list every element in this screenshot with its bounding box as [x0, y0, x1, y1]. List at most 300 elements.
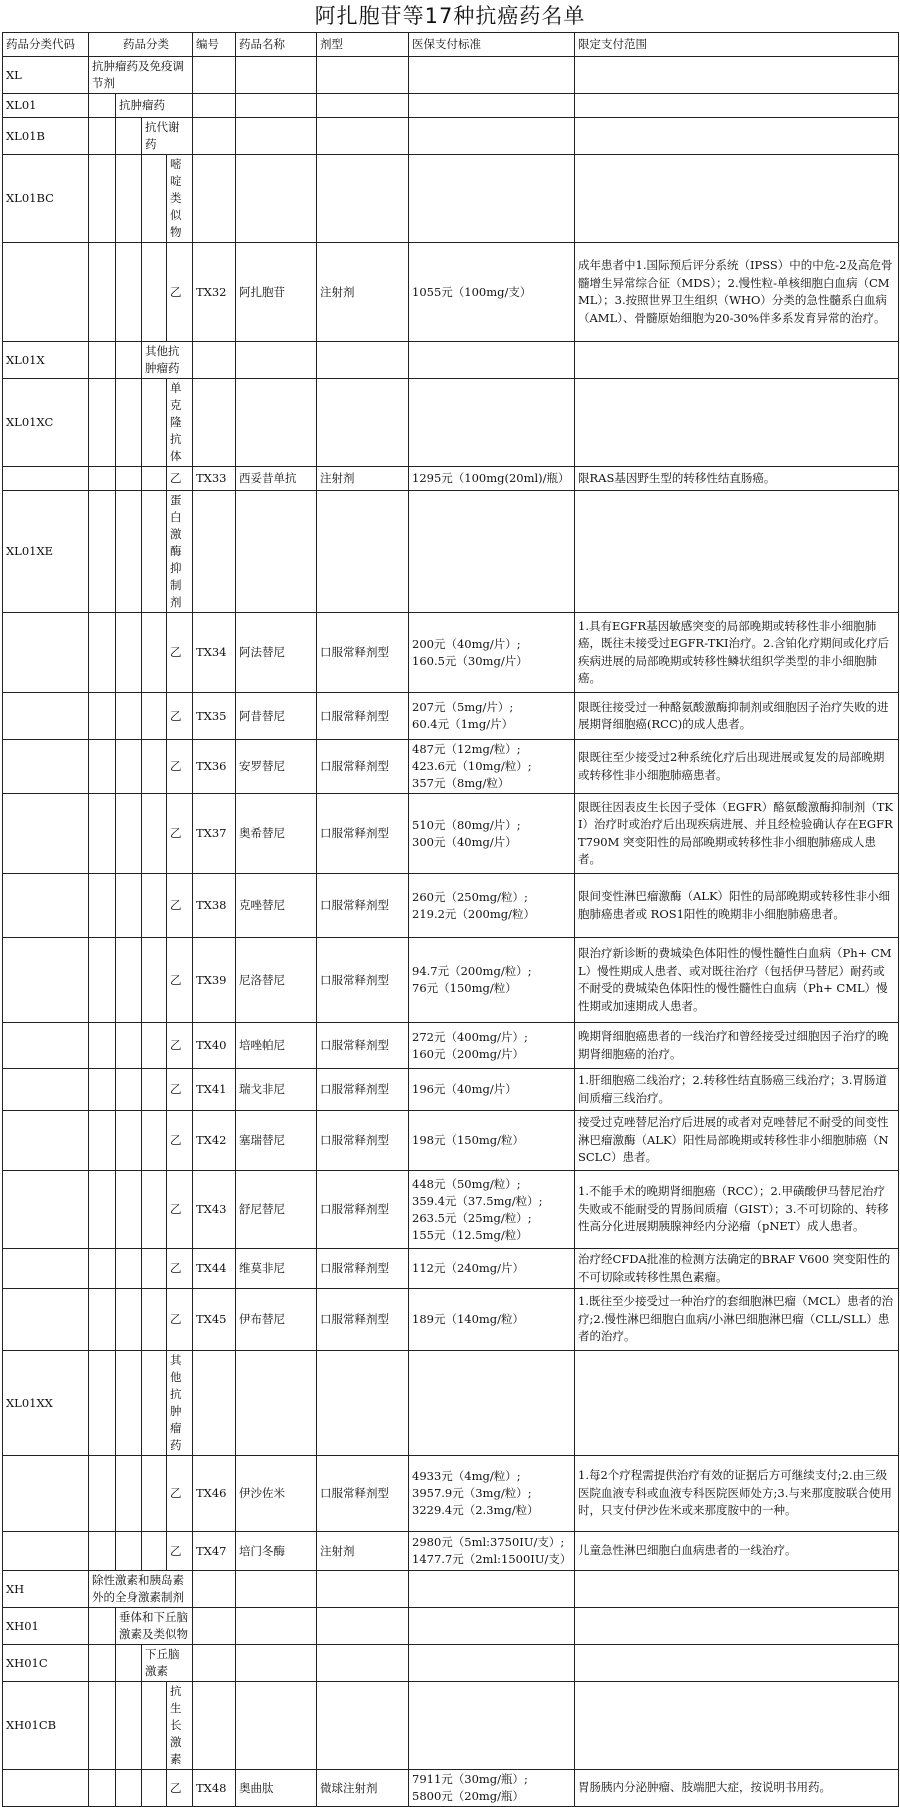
drug-number: TX37 [193, 794, 236, 874]
indent-cell [116, 1456, 142, 1532]
indent-cell [89, 874, 116, 938]
drug-grade: 乙 [167, 1770, 193, 1807]
indent-cell [89, 1770, 116, 1807]
drug-price: 112元（240mg/片） [409, 1249, 575, 1289]
empty-cell [193, 342, 236, 379]
header-price: 医保支付标准 [409, 33, 575, 57]
drug-form: 口服常释剂型 [317, 874, 409, 938]
indent-cell [89, 379, 116, 467]
empty-cell [236, 379, 317, 467]
category-code: XH01CB [3, 1682, 89, 1770]
drug-grade: 乙 [167, 794, 193, 874]
drug-form: 口服常释剂型 [317, 1289, 409, 1351]
indent-cell [89, 1171, 116, 1249]
empty-cell [409, 1682, 575, 1770]
drug-name: 维莫非尼 [236, 1249, 317, 1289]
empty-cell [236, 1645, 317, 1682]
drug-price: 7911元（30mg/瓶）; 5800元（20mg/瓶） [409, 1770, 575, 1807]
drug-grade: 乙 [167, 1069, 193, 1111]
empty-cell [317, 379, 409, 467]
empty-cell [409, 1351, 575, 1456]
indent-cell [89, 794, 116, 874]
indent-cell [116, 1069, 142, 1111]
drug-form: 口服常释剂型 [317, 938, 409, 1023]
indent-cell [116, 740, 142, 794]
category-label: 抗肿瘤药 [116, 94, 193, 118]
drug-row [3, 467, 899, 491]
drug-name: 舒尼替尼 [236, 1171, 317, 1249]
empty-cell [409, 1608, 575, 1645]
drug-limit: 限治疗新诊断的费城染色体阳性的慢性髓性白血病（Ph+ CML）慢性期成人患者、或对既往治疗（包括伊马替尼）耐药或不耐受的费城染色体阳性的慢性髓性白血病（Ph+ CML）慢性期或加速期成人患者。 [575, 938, 899, 1023]
empty-cell [409, 94, 575, 118]
drug-number: TX41 [193, 1069, 236, 1111]
indent-cell [142, 467, 167, 491]
empty-code-cell [3, 1456, 89, 1532]
drug-limit: 1.每2个疗程需提供治疗有效的证据后方可继续支付;2.由三级医院血液专科或血液专科医院医师处方;3.与来那度胺联合使用时，只支付伊沙佐米或来那度胺中的一种。 [575, 1456, 899, 1532]
indent-cell [116, 1023, 142, 1069]
indent-cell [89, 1532, 116, 1571]
drug-number: TX34 [193, 613, 236, 693]
drug-form: 口服常释剂型 [317, 794, 409, 874]
empty-cell [317, 57, 409, 94]
indent-cell [116, 155, 142, 243]
category-code: XL01XX [3, 1351, 89, 1456]
empty-cell [575, 94, 899, 118]
drug-price: 2980元（5ml:3750IU/支）; 1477.7元（2ml:1500IU/支） [409, 1532, 575, 1571]
drug-name: 阿扎胞苷 [236, 243, 317, 342]
category-label: 其他抗肿瘤药 [167, 1351, 193, 1456]
empty-cell [193, 1571, 236, 1608]
drug-number: TX36 [193, 740, 236, 794]
indent-cell [142, 1456, 167, 1532]
indent-cell [116, 243, 142, 342]
empty-cell [317, 342, 409, 379]
empty-cell [409, 1645, 575, 1682]
category-row [3, 1645, 899, 1682]
indent-cell [116, 1289, 142, 1351]
indent-cell [142, 1351, 167, 1456]
drug-form: 口服常释剂型 [317, 693, 409, 740]
drug-limit: 接受过克唑替尼治疗后进展的或者对克唑替尼不耐受的间变性淋巴瘤激酶（ALK）阳性局部晚期或转移性非小细胞肺癌（NSCLC）患者。 [575, 1111, 899, 1171]
category-code: XL01X [3, 342, 89, 379]
indent-cell [116, 938, 142, 1023]
indent-cell [142, 243, 167, 342]
category-label: 抗代谢药 [142, 118, 193, 155]
empty-code-cell [3, 1770, 89, 1807]
drug-price: 207元（5mg/片）; 60.4元（1mg/片） [409, 693, 575, 740]
indent-cell [89, 693, 116, 740]
drug-limit: 1.不能手术的晚期肾细胞癌（RCC）；2.甲磺酸伊马替尼治疗失败或不能耐受的胃肠间质瘤（GIST）；3.不可切除的、转移性高分化进展期胰腺神经内分泌瘤（pNET）成人患者。 [575, 1171, 899, 1249]
indent-cell [89, 467, 116, 491]
drug-form: 口服常释剂型 [317, 1069, 409, 1111]
drug-limit: 治疗经CFDA批准的检测方法确定的BRAF V600 突变阳性的不可切除或转移性黑色素瘤。 [575, 1249, 899, 1289]
empty-cell [236, 57, 317, 94]
drug-limit: 儿童急性淋巴细胞白血病患者的一线治疗。 [575, 1532, 899, 1571]
drug-limit: 成年患者中1.国际预后评分系统（IPSS）中的中危-2及高危骨髓增生异常综合征（MDS）；2.慢性粒-单核细胞白血病（CMML）；3.按照世界卫生组织（WHO）分类的急性髓系白血病（AML）、骨髓原始细胞为20-30%伴多系发育异常的治疗。 [575, 243, 899, 342]
category-row [3, 491, 899, 613]
empty-cell [193, 379, 236, 467]
drug-grade: 乙 [167, 693, 193, 740]
category-code: XL [3, 57, 89, 94]
drug-number: TX47 [193, 1532, 236, 1571]
category-code: XL01BC [3, 155, 89, 243]
drug-grade: 乙 [167, 1111, 193, 1171]
drug-price: 196元（40mg/片） [409, 1069, 575, 1111]
empty-cell [236, 1351, 317, 1456]
category-code: XL01XC [3, 379, 89, 467]
drug-grade: 乙 [167, 243, 193, 342]
drug-grade: 乙 [167, 874, 193, 938]
indent-cell [116, 1171, 142, 1249]
drug-row [3, 1456, 899, 1532]
drug-number: TX32 [193, 243, 236, 342]
indent-cell [116, 1645, 142, 1682]
indent-cell [116, 491, 142, 613]
indent-cell [89, 94, 116, 118]
empty-cell [317, 491, 409, 613]
empty-code-cell [3, 1111, 89, 1171]
drug-form: 口服常释剂型 [317, 613, 409, 693]
drug-grade: 乙 [167, 1171, 193, 1249]
indent-cell [89, 1023, 116, 1069]
empty-cell [409, 342, 575, 379]
drug-name: 克唑替尼 [236, 874, 317, 938]
indent-cell [89, 155, 116, 243]
drug-name: 伊沙佐米 [236, 1456, 317, 1532]
drug-number: TX46 [193, 1456, 236, 1532]
empty-cell [409, 1571, 575, 1608]
empty-cell [317, 118, 409, 155]
drug-number: TX48 [193, 1770, 236, 1807]
indent-cell [142, 693, 167, 740]
indent-cell [142, 1770, 167, 1807]
indent-cell [89, 1682, 116, 1770]
drug-price: 4933元（4mg/粒）; 3957.9元（3mg/粒）; 3229.4元（2.3mg/粒） [409, 1456, 575, 1532]
header-name: 药品名称 [236, 33, 317, 57]
drug-limit: 1.具有EGFR基因敏感突变的局部晚期或转移性非小细胞肺癌，既往未接受过EGFR-TKI治疗。2.含铂化疗期间或化疗后疾病进展的局部晚期或转移性鳞状组织学类型的非小细胞肺癌。 [575, 613, 899, 693]
drug-price: 1055元（100mg/支） [409, 243, 575, 342]
drug-name: 培门冬酶 [236, 1532, 317, 1571]
empty-cell [236, 118, 317, 155]
empty-code-cell [3, 467, 89, 491]
indent-cell [89, 1456, 116, 1532]
indent-cell [142, 740, 167, 794]
drug-limit: 限既往接受过一种酪氨酸激酶抑制剂或细胞因子治疗失败的进展期肾细胞癌(RCC)的成人患者。 [575, 693, 899, 740]
empty-cell [236, 491, 317, 613]
empty-code-cell [3, 794, 89, 874]
indent-cell [89, 1111, 116, 1171]
indent-cell [89, 1351, 116, 1456]
empty-cell [317, 1608, 409, 1645]
empty-cell [236, 1608, 317, 1645]
indent-cell [116, 1770, 142, 1807]
drug-grade: 乙 [167, 740, 193, 794]
drug-row [3, 1770, 899, 1807]
drug-name: 瑞戈非尼 [236, 1069, 317, 1111]
indent-cell [116, 342, 142, 379]
drug-form: 微球注射剂 [317, 1770, 409, 1807]
category-row [3, 118, 899, 155]
indent-cell [116, 874, 142, 938]
header-form: 剂型 [317, 33, 409, 57]
empty-cell [409, 491, 575, 613]
drug-row [3, 740, 899, 794]
empty-cell [575, 342, 899, 379]
empty-cell [236, 155, 317, 243]
empty-cell [317, 1571, 409, 1608]
drug-row [3, 1069, 899, 1111]
indent-cell [116, 794, 142, 874]
drug-number: TX42 [193, 1111, 236, 1171]
drug-grade: 乙 [167, 1289, 193, 1351]
empty-code-cell [3, 938, 89, 1023]
empty-cell [193, 1645, 236, 1682]
drug-grade: 乙 [167, 1532, 193, 1571]
drug-price: 510元（80mg/片）; 300元（40mg/片） [409, 794, 575, 874]
drug-limit: 胃肠胰内分泌肿瘤、肢端肥大症，按说明书用药。 [575, 1770, 899, 1807]
indent-cell [89, 938, 116, 1023]
empty-cell [575, 155, 899, 243]
drug-form: 口服常释剂型 [317, 1249, 409, 1289]
indent-cell [89, 1289, 116, 1351]
empty-cell [409, 57, 575, 94]
empty-cell [193, 118, 236, 155]
drug-form: 口服常释剂型 [317, 1023, 409, 1069]
empty-cell [236, 342, 317, 379]
drug-list-table [2, 32, 899, 1807]
drug-name: 塞瑞替尼 [236, 1111, 317, 1171]
drug-limit: 1.肝细胞癌二线治疗；2.转移性结直肠癌三线治疗；3.胃肠道间质瘤三线治疗。 [575, 1069, 899, 1111]
drug-row [3, 938, 899, 1023]
drug-price: 260元（250mg/粒）; 219.2元（200mg/粒） [409, 874, 575, 938]
empty-cell [193, 1351, 236, 1456]
empty-cell [317, 94, 409, 118]
empty-code-cell [3, 613, 89, 693]
indent-cell [89, 1069, 116, 1111]
category-label: 其他抗肿瘤药 [142, 342, 193, 379]
empty-code-cell [3, 1171, 89, 1249]
indent-cell [116, 379, 142, 467]
drug-name: 阿昔替尼 [236, 693, 317, 740]
drug-row [3, 794, 899, 874]
drug-price: 1295元（100mg(20ml)/瓶） [409, 467, 575, 491]
drug-limit: 1.既往至少接受过一种治疗的套细胞淋巴瘤（MCL）患者的治疗;2.慢性淋巴细胞白血病/小淋巴细胞淋巴瘤（CLL/SLL）患者的治疗。 [575, 1289, 899, 1351]
drug-price: 272元（400mg/片）; 160元（200mg/片） [409, 1023, 575, 1069]
drug-form: 注射剂 [317, 1532, 409, 1571]
indent-cell [142, 1023, 167, 1069]
drug-price: 487元（12mg/粒）; 423.6元（10mg/粒）; 357元（8mg/粒） [409, 740, 575, 794]
empty-code-cell [3, 243, 89, 342]
empty-cell [575, 118, 899, 155]
drug-row [3, 1111, 899, 1171]
category-label: 嘧啶类似物 [167, 155, 193, 243]
drug-row [3, 1023, 899, 1069]
drug-row [3, 243, 899, 342]
empty-cell [236, 94, 317, 118]
indent-cell [89, 1645, 116, 1682]
header-number: 编号 [193, 33, 236, 57]
empty-cell [317, 1682, 409, 1770]
empty-cell [193, 1608, 236, 1645]
empty-cell [193, 155, 236, 243]
indent-cell [116, 1682, 142, 1770]
empty-cell [236, 1682, 317, 1770]
indent-cell [142, 874, 167, 938]
category-row [3, 57, 899, 94]
empty-cell [193, 94, 236, 118]
drug-row [3, 874, 899, 938]
empty-cell [236, 1571, 317, 1608]
empty-cell [575, 379, 899, 467]
category-row [3, 379, 899, 467]
drug-row [3, 1289, 899, 1351]
drug-limit: 限间变性淋巴瘤激酶（ALK）阳性的局部晚期或转移性非小细胞肺癌患者或 ROS1阳性的晚期非小细胞肺癌患者。 [575, 874, 899, 938]
drug-grade: 乙 [167, 938, 193, 1023]
empty-cell [575, 1571, 899, 1608]
empty-cell [409, 155, 575, 243]
empty-cell [575, 1351, 899, 1456]
category-label: 垂体和下丘脑激素及类似物 [116, 1608, 193, 1645]
category-row [3, 94, 899, 118]
indent-cell [116, 613, 142, 693]
empty-code-cell [3, 740, 89, 794]
empty-cell [409, 379, 575, 467]
drug-row [3, 1171, 899, 1249]
indent-cell [142, 1249, 167, 1289]
drug-name: 安罗替尼 [236, 740, 317, 794]
indent-cell [116, 118, 142, 155]
indent-cell [142, 794, 167, 874]
category-label: 单克隆抗体 [167, 379, 193, 467]
category-row [3, 1682, 899, 1770]
indent-cell [142, 1289, 167, 1351]
empty-code-cell [3, 874, 89, 938]
indent-cell [89, 243, 116, 342]
drug-name: 培唑帕尼 [236, 1023, 317, 1069]
header-code: 药品分类代码 [3, 33, 89, 57]
indent-cell [116, 693, 142, 740]
drug-name: 尼洛替尼 [236, 938, 317, 1023]
empty-cell [575, 1682, 899, 1770]
category-code: XL01B [3, 118, 89, 155]
drug-number: TX43 [193, 1171, 236, 1249]
indent-cell [142, 1069, 167, 1111]
indent-cell [142, 155, 167, 243]
drug-form: 口服常释剂型 [317, 1111, 409, 1171]
indent-cell [89, 491, 116, 613]
page-title: 阿扎胞苷等17种抗癌药名单 [314, 4, 586, 28]
drug-name: 阿法替尼 [236, 613, 317, 693]
empty-code-cell [3, 693, 89, 740]
empty-cell [317, 1351, 409, 1456]
drug-row [3, 613, 899, 693]
indent-cell [142, 379, 167, 467]
drug-form: 注射剂 [317, 243, 409, 342]
drug-number: TX40 [193, 1023, 236, 1069]
empty-code-cell [3, 1023, 89, 1069]
empty-cell [409, 118, 575, 155]
drug-limit: 限既往至少接受过2种系统化疗后出现进展或复发的局部晚期或转移性非小细胞肺癌患者。 [575, 740, 899, 794]
empty-code-cell [3, 1289, 89, 1351]
category-row [3, 1608, 899, 1645]
drug-grade: 乙 [167, 467, 193, 491]
empty-code-cell [3, 1069, 89, 1111]
indent-cell [89, 342, 116, 379]
category-code: XH01C [3, 1645, 89, 1682]
drug-price: 189元（140mg/粒） [409, 1289, 575, 1351]
drug-name: 伊布替尼 [236, 1289, 317, 1351]
drug-number: TX35 [193, 693, 236, 740]
indent-cell [142, 938, 167, 1023]
drug-price: 200元（40mg/片）; 160.5元（30mg/片） [409, 613, 575, 693]
indent-cell [89, 613, 116, 693]
category-label: 下丘脑激素 [142, 1645, 193, 1682]
indent-cell [142, 613, 167, 693]
drug-form: 口服常释剂型 [317, 1171, 409, 1249]
category-label: 抗生长激素 [167, 1682, 193, 1770]
indent-cell [116, 1111, 142, 1171]
drug-name: 奥曲肽 [236, 1770, 317, 1807]
drug-grade: 乙 [167, 613, 193, 693]
empty-cell [193, 491, 236, 613]
drug-number: TX39 [193, 938, 236, 1023]
empty-cell [575, 491, 899, 613]
drug-grade: 乙 [167, 1023, 193, 1069]
indent-cell [89, 740, 116, 794]
drug-form: 口服常释剂型 [317, 740, 409, 794]
indent-cell [142, 1682, 167, 1770]
empty-cell [575, 1608, 899, 1645]
drug-form: 口服常释剂型 [317, 1456, 409, 1532]
drug-number: TX44 [193, 1249, 236, 1289]
indent-cell [89, 1608, 116, 1645]
category-code: XH01 [3, 1608, 89, 1645]
drug-limit: 限RAS基因野生型的转移性结直肠癌。 [575, 467, 899, 491]
category-row [3, 1571, 899, 1608]
empty-cell [575, 57, 899, 94]
drug-name: 奥希替尼 [236, 794, 317, 874]
indent-cell [116, 1249, 142, 1289]
indent-cell [142, 1171, 167, 1249]
drug-limit: 晚期肾细胞癌患者的一线治疗和曾经接受过细胞因子治疗的晚期肾细胞癌的治疗。 [575, 1023, 899, 1069]
drug-price: 94.7元（200mg/粒）; 76元（150mg/粒） [409, 938, 575, 1023]
indent-cell [116, 1532, 142, 1571]
indent-cell [116, 467, 142, 491]
drug-row [3, 1532, 899, 1571]
drug-number: TX45 [193, 1289, 236, 1351]
empty-code-cell [3, 1532, 89, 1571]
drug-number: TX33 [193, 467, 236, 491]
drug-row [3, 693, 899, 740]
header-limit: 限定支付范围 [575, 33, 899, 57]
category-row [3, 342, 899, 379]
indent-cell [89, 118, 116, 155]
empty-cell [575, 1645, 899, 1682]
category-label: 抗肿瘤药及免疫调节剂 [89, 57, 193, 94]
drug-price: 198元（150mg/粒） [409, 1111, 575, 1171]
category-row [3, 155, 899, 243]
indent-cell [116, 1351, 142, 1456]
category-code: XL01XE [3, 491, 89, 613]
indent-cell [142, 1532, 167, 1571]
table-header-row [3, 33, 899, 57]
drug-row [3, 1249, 899, 1289]
indent-cell [142, 491, 167, 613]
drug-grade: 乙 [167, 1249, 193, 1289]
drug-price: 448元（50mg/粒）; 359.4元（37.5mg/粒）; 263.5元（25mg/粒）; 155元（12.5mg/粒） [409, 1171, 575, 1249]
drug-limit: 限既往因表皮生长因子受体（EGFR）酪氨酸激酶抑制剂（TKI）治疗时或治疗后出现疾病进展、并且经检验确认存在EGFR T790M 突变阳性的局部晚期或转移性非小细胞肺癌成人患者。 [575, 794, 899, 874]
empty-cell [193, 57, 236, 94]
